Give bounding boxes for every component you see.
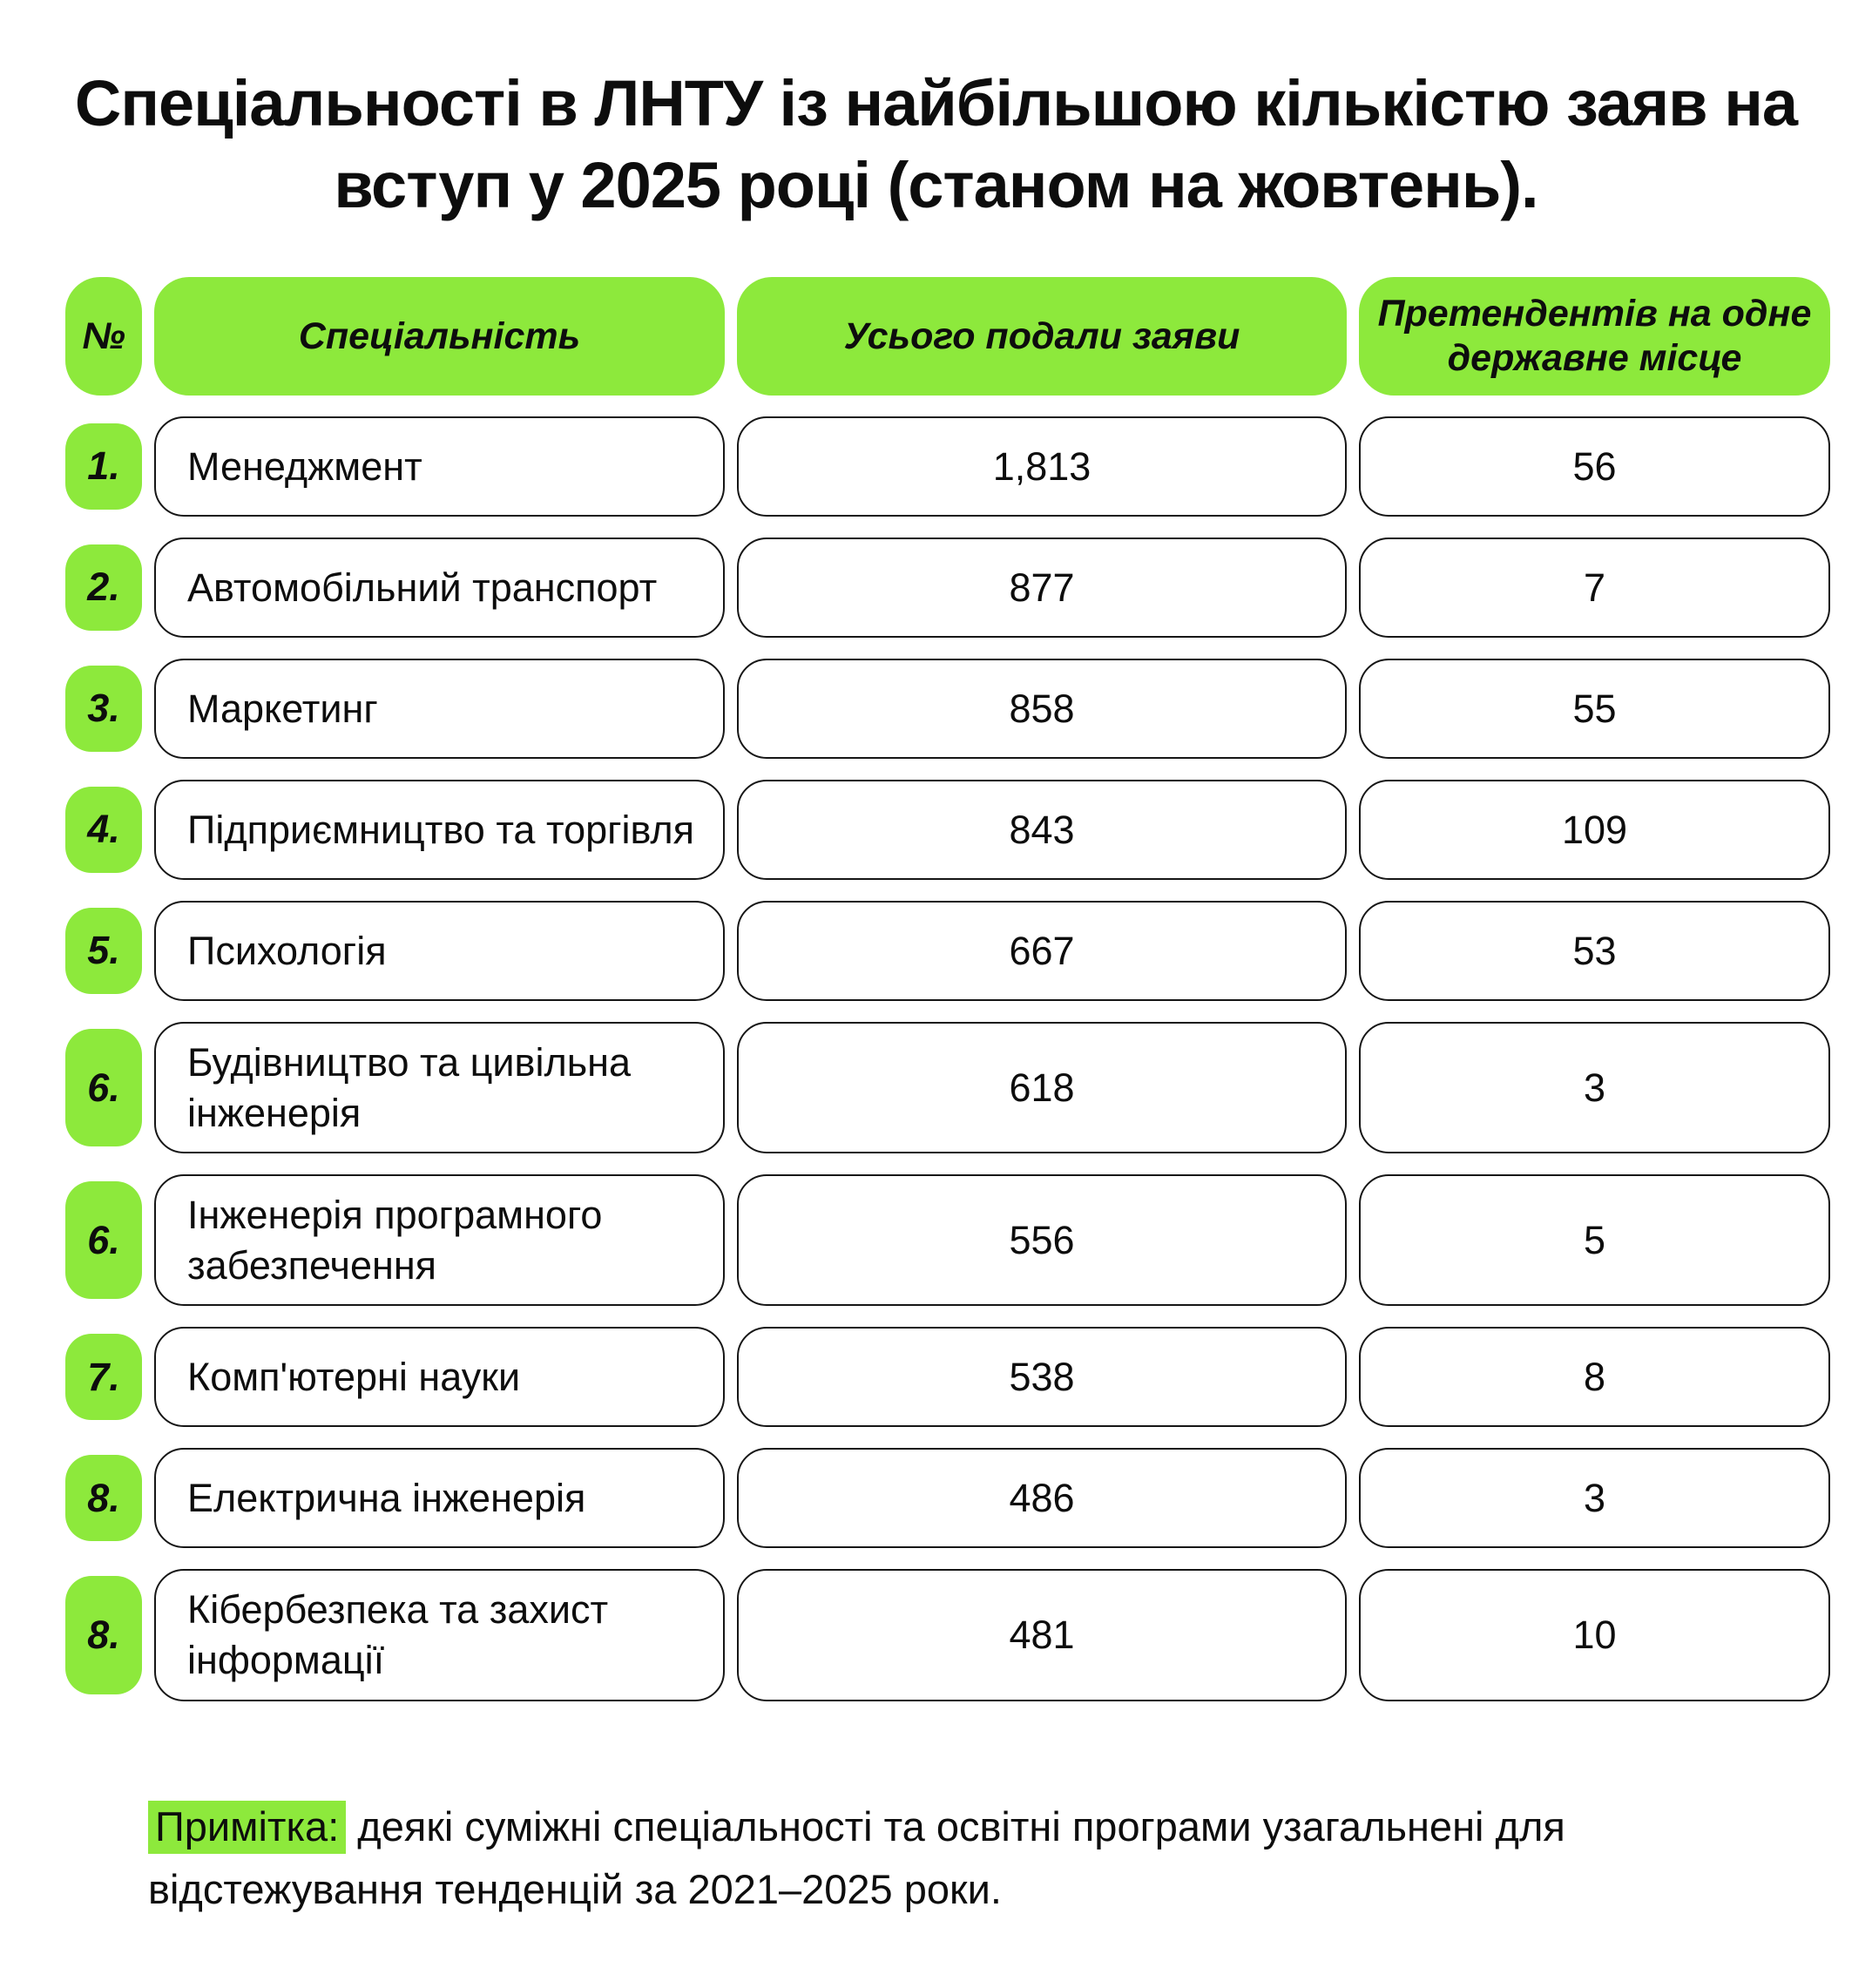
specialty-cell — [154, 1569, 725, 1701]
rank-label: 3. — [87, 686, 120, 731]
total-applications-value: 843 — [1009, 807, 1075, 852]
rank-label: 1. — [87, 443, 120, 489]
applicants-per-seat-value: 56 — [1572, 443, 1617, 489]
footnote-text: деякі суміжні спеціальності та освітні програми узагальнені для відстежування тенденцій за 2021–2025 роки. — [148, 1802, 1565, 1913]
page-title: Спеціальності в ЛНТУ із найбільшою кількістю заяв на вступ у 2025 році (станом на жовтень). — [74, 67, 1798, 221]
table-row — [65, 1022, 1829, 1153]
specialty-cell — [154, 1327, 725, 1427]
total-applications-value: 481 — [1009, 1613, 1075, 1658]
applicants-per-seat-cell — [1359, 1174, 1830, 1306]
applicants-per-seat-value: 55 — [1572, 686, 1617, 731]
total-applications-cell — [737, 416, 1347, 517]
total-applications-cell — [737, 1448, 1347, 1548]
applicants-per-seat-cell — [1359, 901, 1830, 1001]
total-applications-value: 667 — [1009, 928, 1075, 973]
applicants-per-seat-cell — [1359, 1569, 1830, 1701]
total-applications-cell — [737, 1569, 1347, 1701]
rank-badge — [65, 1181, 142, 1299]
rank-badge — [65, 544, 142, 631]
total-applications-cell — [737, 1327, 1347, 1427]
specialty-label: Маркетинг — [187, 686, 378, 731]
total-applications-cell — [737, 1174, 1347, 1306]
rank-label: 7. — [87, 1354, 120, 1399]
specialty-label: Менеджмент — [187, 443, 422, 489]
total-applications-cell — [737, 659, 1347, 759]
rank-badge — [65, 423, 142, 510]
specialty-label: Автомобільний транспорт — [187, 565, 658, 610]
table-row — [65, 1448, 1829, 1548]
applicants-per-seat-cell — [1359, 1022, 1830, 1153]
rank-badge — [65, 1029, 142, 1146]
column-header-applicants-per-seat: Претендентів на одне державне місце — [1359, 277, 1830, 396]
specialty-cell — [154, 1174, 725, 1306]
applicants-per-seat-cell — [1359, 538, 1830, 638]
applicants-per-seat-cell — [1359, 659, 1830, 759]
rank-badge — [65, 787, 142, 873]
applicants-per-seat-cell — [1359, 780, 1830, 880]
applicants-per-seat-value: 8 — [1583, 1355, 1606, 1400]
rank-badge — [65, 1455, 142, 1541]
applicants-per-seat-cell — [1359, 416, 1830, 517]
total-applications-cell — [737, 901, 1347, 1001]
total-applications-value: 538 — [1009, 1355, 1075, 1400]
rank-label: 8. — [87, 1612, 120, 1657]
rank-badge — [65, 666, 142, 752]
applicants-per-seat-value: 3 — [1583, 1065, 1606, 1110]
specialties-table — [65, 277, 1829, 1701]
table-row — [65, 416, 1829, 517]
specialty-cell — [154, 1022, 725, 1153]
specialty-label: Кібербезпека та захист інформації — [187, 1587, 609, 1682]
table-row — [65, 1174, 1829, 1306]
rank-label: 2. — [87, 565, 120, 610]
table-row — [65, 780, 1829, 880]
specialty-cell — [154, 659, 725, 759]
total-applications-value: 877 — [1009, 565, 1075, 610]
rank-label: 8. — [87, 1475, 120, 1520]
specialty-cell — [154, 780, 725, 880]
total-applications-value: 1,813 — [992, 443, 1091, 489]
applicants-per-seat-value: 5 — [1583, 1217, 1606, 1262]
rank-badge — [65, 1576, 142, 1694]
applicants-per-seat-value: 109 — [1561, 807, 1628, 852]
specialty-label: Підприємництво та торгівля — [187, 807, 695, 852]
table-row — [65, 659, 1829, 759]
total-applications-cell — [737, 538, 1347, 638]
specialty-cell — [154, 1448, 725, 1548]
rank-label: 6. — [87, 1065, 120, 1110]
specialty-cell — [154, 416, 725, 517]
applicants-per-seat-value: 7 — [1583, 565, 1606, 610]
rank-label: 5. — [87, 928, 120, 973]
table-row — [65, 538, 1829, 638]
total-applications-value: 858 — [1009, 686, 1075, 731]
applicants-per-seat-value: 53 — [1572, 928, 1617, 973]
table-header-row — [65, 277, 1829, 396]
column-header-total-applications: Усього подали заяви — [737, 277, 1347, 396]
specialty-cell — [154, 901, 725, 1001]
table-row — [65, 901, 1829, 1001]
applicants-per-seat-value: 10 — [1572, 1613, 1617, 1658]
total-applications-cell — [737, 780, 1347, 880]
rank-label: 4. — [87, 807, 120, 852]
rank-label: 6. — [87, 1217, 120, 1262]
total-applications-value: 618 — [1009, 1065, 1075, 1110]
specialty-label: Інженерія програмного забезпечення — [187, 1193, 603, 1288]
applicants-per-seat-cell — [1359, 1327, 1830, 1427]
column-header-specialty: Спеціальність — [154, 277, 725, 396]
total-applications-value: 556 — [1009, 1217, 1075, 1262]
specialty-cell — [154, 538, 725, 638]
rank-badge — [65, 1334, 142, 1420]
column-header-number: № — [65, 277, 142, 396]
specialty-label: Психологія — [187, 928, 387, 973]
specialty-label: Комп'ютерні науки — [187, 1355, 521, 1400]
specialty-label: Будівництво та цивільна інженерія — [187, 1039, 632, 1135]
total-applications-value: 486 — [1009, 1476, 1075, 1521]
applicants-per-seat-cell — [1359, 1448, 1830, 1548]
specialty-label: Електрична інженерія — [187, 1476, 586, 1521]
rank-badge — [65, 908, 142, 994]
footnote — [148, 1795, 1741, 1923]
applicants-per-seat-value: 3 — [1583, 1476, 1606, 1521]
table-row — [65, 1327, 1829, 1427]
table-row — [65, 1569, 1829, 1701]
total-applications-cell — [737, 1022, 1347, 1153]
footnote-label: Примітка: — [148, 1801, 346, 1854]
